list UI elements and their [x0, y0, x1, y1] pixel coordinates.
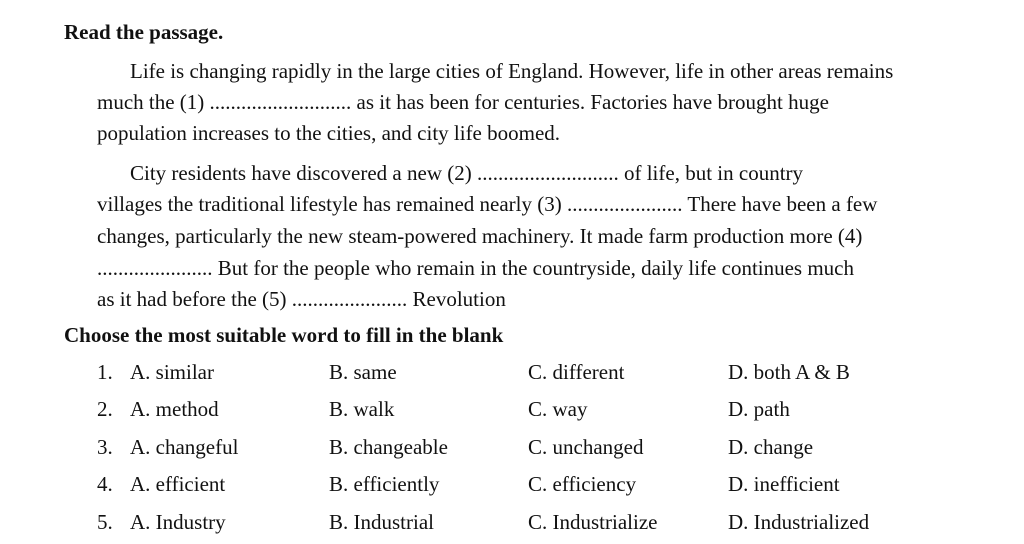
question-row [0, 471, 1024, 501]
instructions-heading: Choose the most suitable word to fill in the blank [64, 323, 504, 347]
passage-line [97, 255, 854, 281]
option-b[interactable]: B. efficiently [329, 472, 440, 496]
passage-text: Revolution [412, 287, 506, 311]
passage-text: population increases to the cities, and city life boomed. [97, 121, 561, 145]
page-heading: Read the passage. [64, 20, 224, 44]
passage-text: as it had before the (5) [97, 287, 287, 311]
option-a[interactable]: A. method [130, 397, 219, 421]
question-number: 5. [97, 510, 113, 534]
passage-text: But for the people who remain in the countryside, daily life continues much [217, 256, 855, 280]
question-number: 1. [97, 360, 113, 384]
passage-text: Life is changing rapidly in the large cities of England. However, life in other areas remains [130, 59, 894, 83]
blank-3[interactable]: ...................... [567, 192, 683, 216]
question-number: 3. [97, 435, 113, 459]
passage-text: City residents have discovered a new (2) [130, 161, 472, 185]
option-a[interactable]: A. changeful [130, 435, 239, 459]
option-d[interactable]: D. Industrialized [728, 510, 870, 534]
option-c[interactable]: C. Industrialize [528, 510, 658, 534]
question-number: 4. [97, 472, 113, 496]
option-b[interactable]: B. changeable [329, 435, 448, 459]
passage-text: as it has been for centuries. Factories have brought huge [356, 90, 829, 114]
option-a[interactable]: A. similar [130, 360, 214, 384]
question-row [0, 359, 1024, 389]
question-number: 2. [97, 397, 113, 421]
blank-4[interactable]: ...................... [97, 256, 213, 280]
passage-text: of life, but in country [623, 161, 804, 185]
option-c[interactable]: C. unchanged [528, 435, 644, 459]
option-b[interactable]: B. walk [329, 397, 395, 421]
option-c[interactable]: C. different [528, 360, 625, 384]
option-d[interactable]: D. path [728, 397, 790, 421]
question-row [0, 509, 1024, 539]
passage-text: There have been a few [687, 192, 878, 216]
question-row [0, 396, 1024, 426]
passage-line [97, 286, 506, 312]
option-b[interactable]: B. Industrial [329, 510, 434, 534]
passage-text: changes, particularly the new steam-powered machinery. It made farm production more (4) [97, 224, 863, 248]
passage-line [97, 223, 862, 249]
passage-line [97, 191, 877, 217]
option-c[interactable]: C. way [528, 397, 588, 421]
blank-1[interactable]: ........................... [209, 90, 352, 114]
option-d[interactable]: D. inefficient [728, 472, 840, 496]
option-d[interactable]: D. both A & B [728, 360, 850, 384]
option-a[interactable]: A. efficient [130, 472, 226, 496]
passage-line [130, 160, 803, 186]
passage-line [130, 58, 893, 84]
option-c[interactable]: C. efficiency [528, 472, 637, 496]
passage-line [97, 120, 560, 146]
option-d[interactable]: D. change [728, 435, 814, 459]
passage-line [97, 89, 829, 115]
option-a[interactable]: A. Industry [130, 510, 226, 534]
blank-5[interactable]: ...................... [291, 287, 408, 311]
blank-2[interactable]: ........................... [476, 161, 619, 185]
passage-text: much the (1) [97, 90, 205, 114]
passage-text: villages the traditional lifestyle has remained nearly (3) [97, 192, 562, 216]
question-row [0, 434, 1024, 464]
option-b[interactable]: B. same [329, 360, 397, 384]
